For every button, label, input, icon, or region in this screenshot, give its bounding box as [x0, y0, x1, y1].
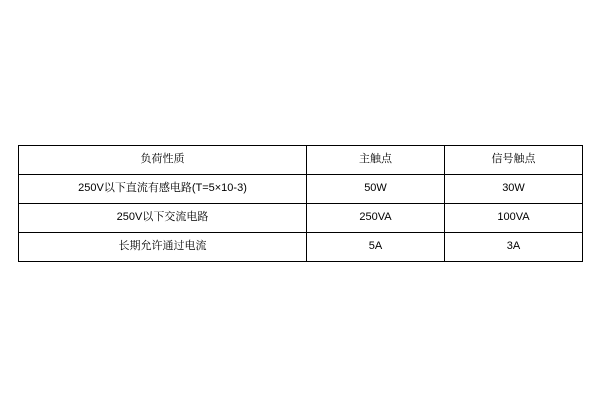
cell-signal-contact: 100VA [445, 204, 583, 233]
cell-signal-contact: 30W [445, 175, 583, 204]
spec-table [18, 145, 583, 262]
cell-load-type: 250V以下交流电路 [19, 204, 307, 233]
cell-signal-contact: 3A [445, 233, 583, 262]
table-row [19, 233, 583, 262]
cell-main-contact: 50W [307, 175, 445, 204]
cell-load-type: 250V以下直流有感电路(T=5×10-3) [19, 175, 307, 204]
table-row [19, 175, 583, 204]
column-header-signal-contact: 信号触点 [445, 146, 583, 175]
cell-load-type: 长期允许通过电流 [19, 233, 307, 262]
table-row [19, 204, 583, 233]
cell-main-contact: 250VA [307, 204, 445, 233]
column-header-load-type: 负荷性质 [19, 146, 307, 175]
table-header-row [19, 146, 583, 175]
spec-table-container [18, 145, 582, 262]
cell-main-contact: 5A [307, 233, 445, 262]
column-header-main-contact: 主触点 [307, 146, 445, 175]
